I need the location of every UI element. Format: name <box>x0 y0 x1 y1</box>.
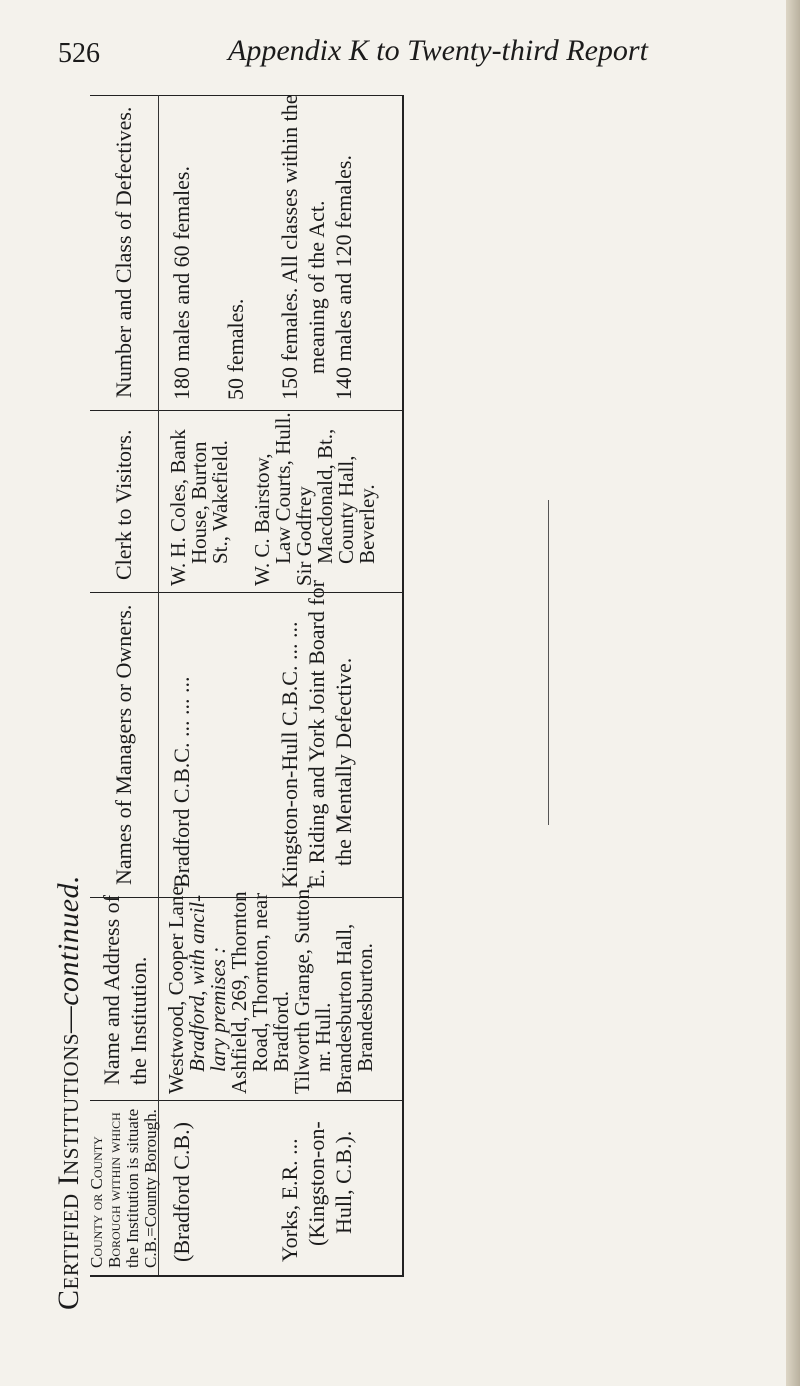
county-line <box>195 1121 222 1262</box>
manager-line: the Mentally Defective. <box>331 657 356 866</box>
county-line <box>222 1121 249 1262</box>
number-class-line: meaning of the Act. <box>304 200 329 374</box>
clerk-line: Law Courts, Hull. <box>271 412 295 564</box>
name-address-line: nr. Hull. <box>311 1002 335 1072</box>
clerk-line: St., Wakefield. <box>208 440 232 564</box>
header-county-line: Borough within which <box>105 1112 124 1268</box>
header-managers: Names of Managers or Owners. <box>111 604 136 885</box>
page-number: 526 <box>58 38 100 69</box>
managers-cell <box>168 580 357 888</box>
clerk-line: Sir Godfrey <box>292 486 316 586</box>
side-title <box>52 875 86 1310</box>
county-line: Yorks, E.R. ... <box>277 1138 302 1262</box>
name-address-line: Bradford, with ancil- <box>185 894 209 1072</box>
manager-line: Bradford C.B.C. ... ... ... <box>169 676 194 888</box>
header-county <box>88 1109 160 1268</box>
clerk-line: W. C. Bairstow, <box>250 453 274 586</box>
header-county-line: County or County <box>87 1136 106 1268</box>
county-line: (Bradford C.B.) <box>169 1122 194 1262</box>
name-address-line: Brandesburton. <box>353 943 377 1072</box>
number-class-cell <box>168 95 357 401</box>
header-county-line: C.B.=County Borough. <box>141 1109 160 1268</box>
name-address-line: Westwood, Cooper Lane, <box>164 881 188 1094</box>
manager-line <box>195 580 222 888</box>
clerk-line: Beverley. <box>355 484 379 564</box>
clerk-line: Macdonald, Bt., <box>313 428 337 564</box>
number-class-line <box>195 95 222 401</box>
header-name-line: Name and Address of <box>99 894 124 1085</box>
clerk-line: W. H. Coles, Bank <box>166 429 190 586</box>
number-class-line: 140 males and 120 females. <box>331 155 356 400</box>
manager-line <box>222 580 249 888</box>
manager-line: Kingston-on-Hull C.B.C. ... ... <box>277 621 302 888</box>
number-class-line: 180 males and 60 females. <box>169 166 194 400</box>
clerk-line <box>231 412 252 586</box>
county-line: Hull, C.B.). <box>331 1130 356 1234</box>
scan-edge <box>786 0 800 1386</box>
number-class-line <box>249 95 276 401</box>
clerk-line: County Hall, <box>334 455 358 564</box>
name-address-cell <box>166 881 376 1094</box>
margin-rule <box>548 500 549 825</box>
header-clerk: Clerk to Visitors. <box>111 429 136 580</box>
column-rule <box>90 1100 402 1101</box>
header-name-line: the Institution. <box>126 956 151 1085</box>
county-line: (Kingston-on- <box>304 1121 329 1246</box>
name-address-line: Ashfield, 269, Thornton <box>227 891 251 1094</box>
number-class-line: 150 females. All classes within the <box>277 94 302 400</box>
manager-line: E. Riding and York Joint Board for <box>304 580 329 888</box>
number-class-line: 50 females. <box>223 298 248 400</box>
side-title-caps: Certified Institutions <box>52 1032 85 1310</box>
header-county-line: the Institution is situate <box>123 1108 142 1268</box>
county-cell <box>168 1121 357 1262</box>
column-rule <box>90 410 402 411</box>
side-title-continued: —continued. <box>52 874 85 1033</box>
clerk-line: House, Burton <box>187 441 211 564</box>
name-address-line: Brandesburton Hall, <box>332 923 356 1094</box>
county-line <box>249 1121 276 1262</box>
name-address-line: Tilworth Grange, Sutton, <box>290 883 314 1094</box>
header-rule <box>158 95 159 1275</box>
manager-line <box>249 580 276 888</box>
clerk-cell <box>168 412 378 586</box>
header-name-address <box>98 895 152 1085</box>
header-number-class: Number and Class of Defectives. <box>111 106 136 398</box>
name-address-line: Road, Thornton, near <box>248 892 272 1072</box>
running-head: Appendix K to Twenty-third Report <box>228 34 648 67</box>
name-address-line: lary premises : <box>206 946 230 1072</box>
name-address-line: Bradford. <box>269 990 293 1072</box>
